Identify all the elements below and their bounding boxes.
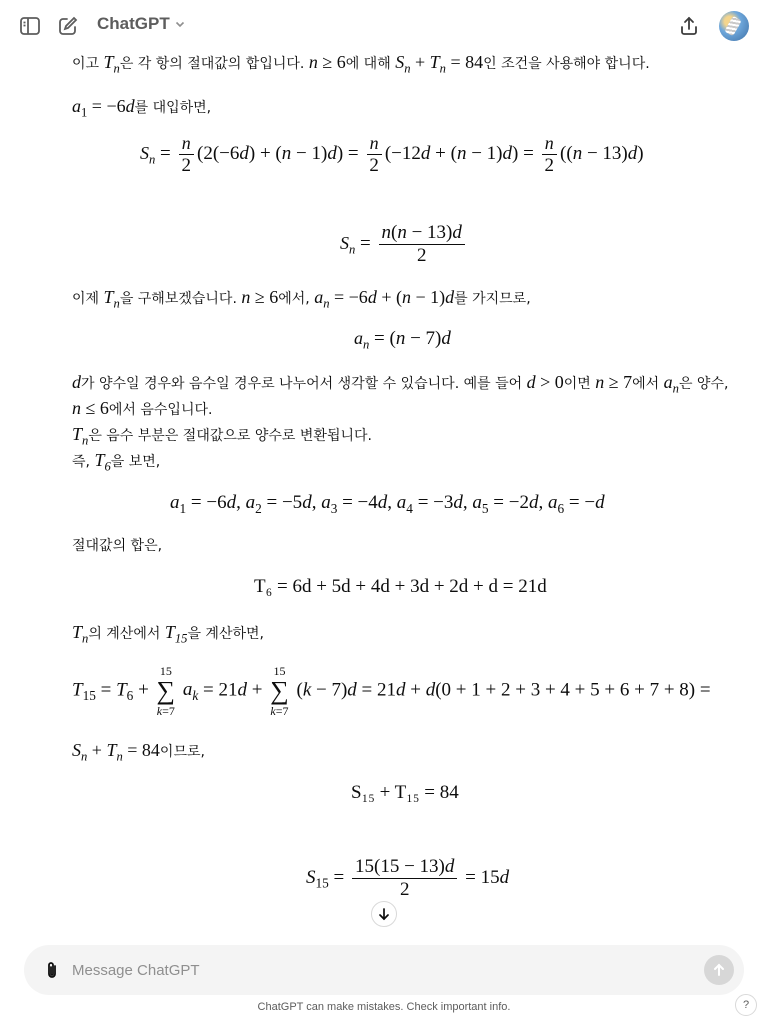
model-name: ChatGPT (97, 14, 170, 33)
chevron-down-icon (174, 18, 186, 30)
paragraph: $T_n$의 계산에서 $T_{15}$을 계산하면, (72, 622, 264, 646)
message-input[interactable] (72, 955, 692, 985)
scroll-down-button[interactable] (371, 901, 397, 927)
arrow-down-icon (377, 907, 391, 921)
equation: T₆ = 6d + 5d + 4d + 3d + 2d + d = 21d (254, 576, 547, 597)
paragraph: n ≤ 6에서 음수입니다. (72, 398, 213, 418)
attach-button[interactable] (40, 958, 64, 982)
equation: $S_n$ = $\frac{n(n - 13)d}{2}$ (340, 222, 468, 267)
composer (24, 945, 744, 995)
equation: $T_{15} = T_6$ + 15 ∑ k=7 $a_k = 21d$ + 15 ∑ k=7 (k − 7)d = 21d + d(0 + 1 + 2 + 3 + 4 + 5 + 6 + 7 + 8) = (72, 664, 711, 718)
equation: $a_1 = -6d$, $a_2 = -5d$, $a_3 = -4d$, $a_4 = -3d$, $a_5 = -2d$, $a_6 = -d$ (170, 492, 605, 516)
sidebar-toggle-button[interactable] (16, 12, 44, 40)
sidebar-icon (19, 15, 41, 37)
paragraph: d가 양수일 경우와 음수일 경우로 나누어서 생각할 수 있습니다. 예를 들어 d > 0이면 n ≥ 7에서 $a_n$은 양수, (72, 372, 729, 396)
help-button[interactable]: ? (735, 994, 757, 1016)
paragraph: 이고 $T_n$은 각 항의 절대값의 합입니다. n ≥ 6에 대해 $S_n + T_n = 84$인 조건을 사용해야 합니다. (72, 52, 650, 76)
disclaimer: ChatGPT can make mistakes. Check important info. (257, 1001, 511, 1013)
send-button[interactable] (704, 955, 734, 985)
arrow-up-icon (712, 963, 726, 977)
model-selector[interactable] (97, 14, 186, 34)
paragraph: 즉, $T_6$을 보면, (72, 450, 161, 474)
equation: S₁₅ + T₁₅ = 84 (351, 782, 459, 803)
new-chat-button[interactable] (54, 12, 82, 40)
paragraph: 이제 $T_n$을 구해보겠습니다. n ≥ 6에서, $a_n = -6d + (n - 1)d$를 가지므로, (72, 287, 531, 311)
equation: $a_n = (n - 7)d$ (354, 328, 451, 352)
equation: $S_n$ = $\frac{n}{2}$ (2(−6d) + (n − 1)d) = $\frac{n}{2}$ (−12d + (n − 1)d) = $\frac{n}{2}$ ((n − 13)d) (140, 133, 644, 176)
top-bar (0, 0, 768, 52)
share-button[interactable] (675, 12, 703, 40)
paperclip-icon (43, 960, 61, 980)
avatar[interactable] (719, 11, 749, 41)
share-icon (678, 15, 700, 37)
paragraph: $T_n$은 음수 부분은 절대값으로 양수로 변환됩니다. (72, 424, 372, 448)
paragraph: 절대값의 합은, (72, 538, 163, 554)
equation: $S_{15}$ = $\frac{15(15 - 13)d}{2}$ = 15d (306, 856, 510, 900)
compose-icon (57, 15, 79, 37)
paragraph: $a_1 = -6d$를 대입하면, (72, 96, 212, 120)
paragraph: $S_n + T_n = 84$이므로, (72, 740, 205, 764)
